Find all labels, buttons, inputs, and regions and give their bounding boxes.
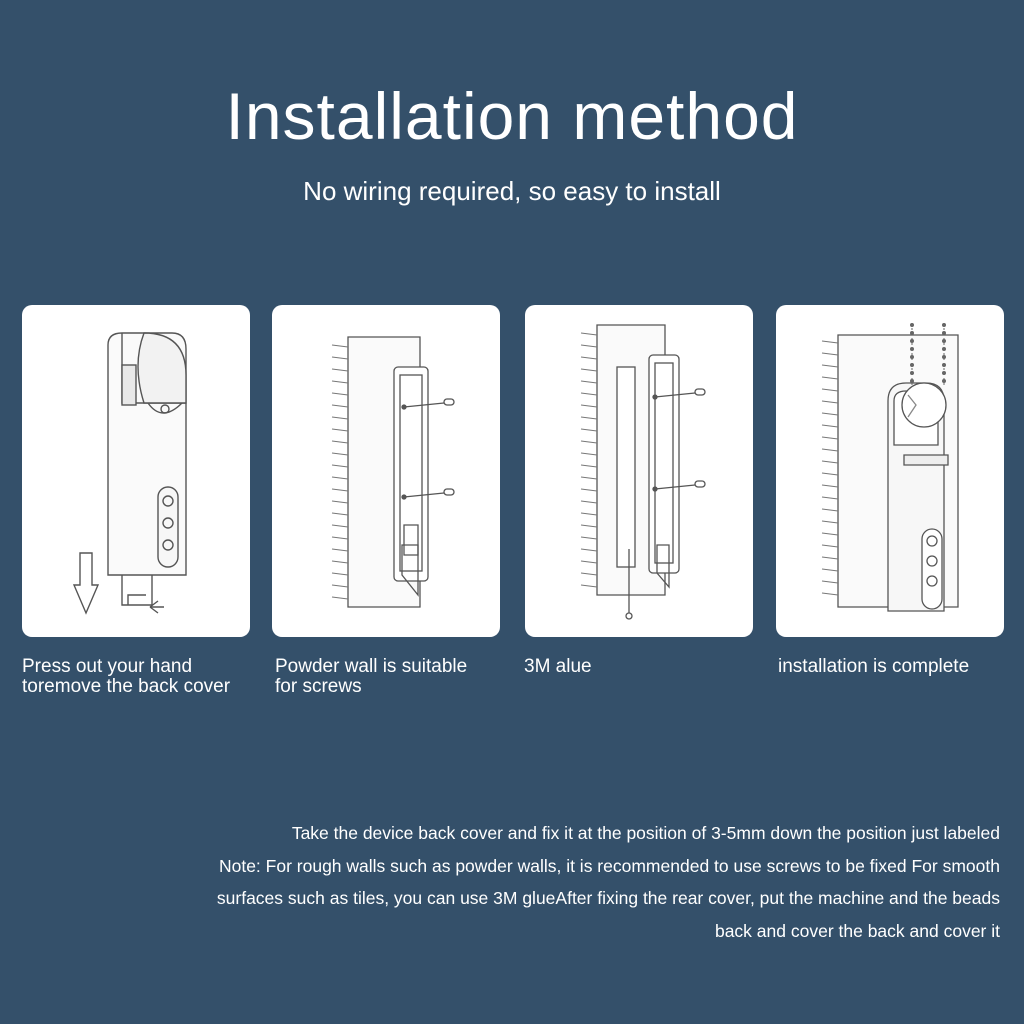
installed-device-illustration — [776, 305, 1004, 637]
page-subtitle: No wiring required, so easy to install — [303, 176, 721, 206]
step-4-panel — [776, 305, 1004, 637]
instructions-line-3: surfaces such as tiles, you can use 3M glueAfter fixing the rear cover, put the machine and the beads — [216, 888, 1000, 908]
step-2-panel — [272, 305, 500, 637]
step-1-caption-line2: toremove the back cover — [22, 676, 231, 697]
step-3-caption-line1: 3M alue — [524, 656, 592, 677]
step-1-caption — [22, 657, 230, 697]
step-4-caption — [778, 657, 969, 677]
instructions-line-1: Take the device back cover and fix it at the position of 3-5mm down the position just labeled — [291, 823, 1000, 843]
instructions-line-2: Note: For rough walls such as powder walls, it is recommended to use screws to be fixed For smooth — [218, 855, 1000, 876]
step-3-caption — [524, 657, 592, 677]
adhesive-mount-illustration — [525, 305, 753, 637]
instructions-line-4: back and cover the back and cover it — [714, 920, 1000, 941]
step-1-panel — [22, 305, 250, 637]
instructions-text — [40, 817, 1000, 947]
screw-mount-illustration — [272, 305, 500, 637]
step-4-caption-line1: installation is complete — [778, 656, 970, 677]
step-3-panel — [525, 305, 753, 637]
step-1-caption-line1: Press out your hand — [22, 656, 193, 677]
remove-back-cover-illustration — [22, 305, 250, 637]
step-2-caption-line1: Powder wall is suitable — [275, 656, 468, 677]
step-2-caption-line2: for screws — [275, 676, 362, 697]
page-title: Installation method — [225, 79, 799, 153]
step-2-caption — [275, 657, 467, 697]
